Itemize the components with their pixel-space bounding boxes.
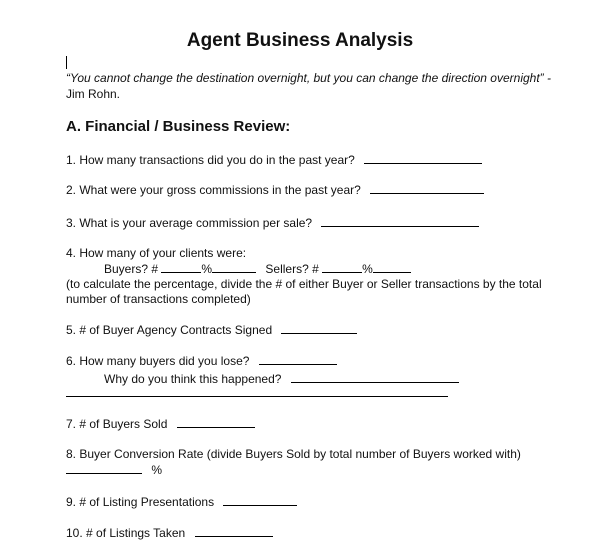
question-4-note-line-1: (to calculate the percentage, divide the # of either Buyer or Seller transactions by the total	[66, 277, 542, 291]
text-cursor	[66, 56, 67, 69]
section-heading: A. Financial / Business Review:	[66, 118, 291, 135]
question-3-label: 3. What is your average commission per sale?	[66, 216, 313, 230]
answer-9-field[interactable]	[223, 494, 297, 506]
question-7-label: 7. # of Buyers Sold	[66, 417, 168, 431]
question-7	[66, 416, 255, 431]
question-9	[66, 494, 297, 509]
quote	[66, 70, 551, 102]
quote-author: Jim Rohn.	[66, 87, 121, 101]
question-4-buyers-sellers	[104, 261, 411, 276]
answer-2-field[interactable]	[370, 182, 484, 194]
sellers-percent-field[interactable]	[373, 261, 411, 273]
question-6	[66, 353, 337, 368]
answer-5-field[interactable]	[281, 322, 357, 334]
question-3	[66, 215, 479, 230]
answer-6-field[interactable]	[259, 353, 337, 365]
question-8-answer	[66, 462, 162, 477]
quote-text: “You cannot change the destination overnight, but you can change the direction overnight” -	[66, 71, 551, 85]
question-2	[66, 182, 484, 197]
sellers-label: Sellers? #	[265, 262, 319, 276]
question-8-label: 8. Buyer Conversion Rate (divide Buyers Sold by total number of Buyers worked with)	[66, 447, 521, 461]
sellers-percent-sign: %	[362, 262, 373, 276]
answer-6-reason-line-2[interactable]	[66, 396, 448, 397]
answer-1-field[interactable]	[364, 152, 482, 164]
buyers-percent-sign: %	[201, 262, 213, 276]
question-10	[66, 525, 273, 540]
question-5-label: 5. # of Buyer Agency Contracts Signed	[66, 323, 273, 337]
answer-3-field[interactable]	[321, 215, 479, 227]
question-1-label: 1. How many transactions did you do in the past year?	[66, 153, 355, 167]
question-6-followup	[104, 371, 459, 386]
question-6-label: 6. How many buyers did you lose?	[66, 354, 250, 368]
answer-7-field[interactable]	[177, 416, 255, 428]
answer-8-field[interactable]	[66, 462, 142, 474]
answer-8-percent-sign: %	[151, 463, 163, 477]
document-title: Agent Business Analysis	[186, 30, 414, 51]
question-1	[66, 152, 482, 167]
buyers-percent-field[interactable]	[212, 261, 256, 273]
question-4-note-line-2: number of transactions completed)	[66, 292, 251, 306]
question-10-label: 10. # of Listings Taken	[66, 526, 186, 540]
answer-6-reason-field[interactable]	[291, 371, 459, 383]
question-2-label: 2. What were your gross commissions in the past year?	[66, 183, 361, 197]
answer-10-field[interactable]	[195, 525, 273, 537]
question-4-label: 4. How many of your clients were:	[66, 246, 247, 260]
buyers-count-field[interactable]	[161, 261, 201, 273]
buyers-label: Buyers? #	[104, 262, 159, 276]
question-9-label: 9. # of Listing Presentations	[66, 495, 215, 509]
sellers-count-field[interactable]	[322, 261, 362, 273]
question-6-followup-label: Why do you think this happened?	[104, 372, 282, 386]
question-5	[66, 322, 357, 337]
